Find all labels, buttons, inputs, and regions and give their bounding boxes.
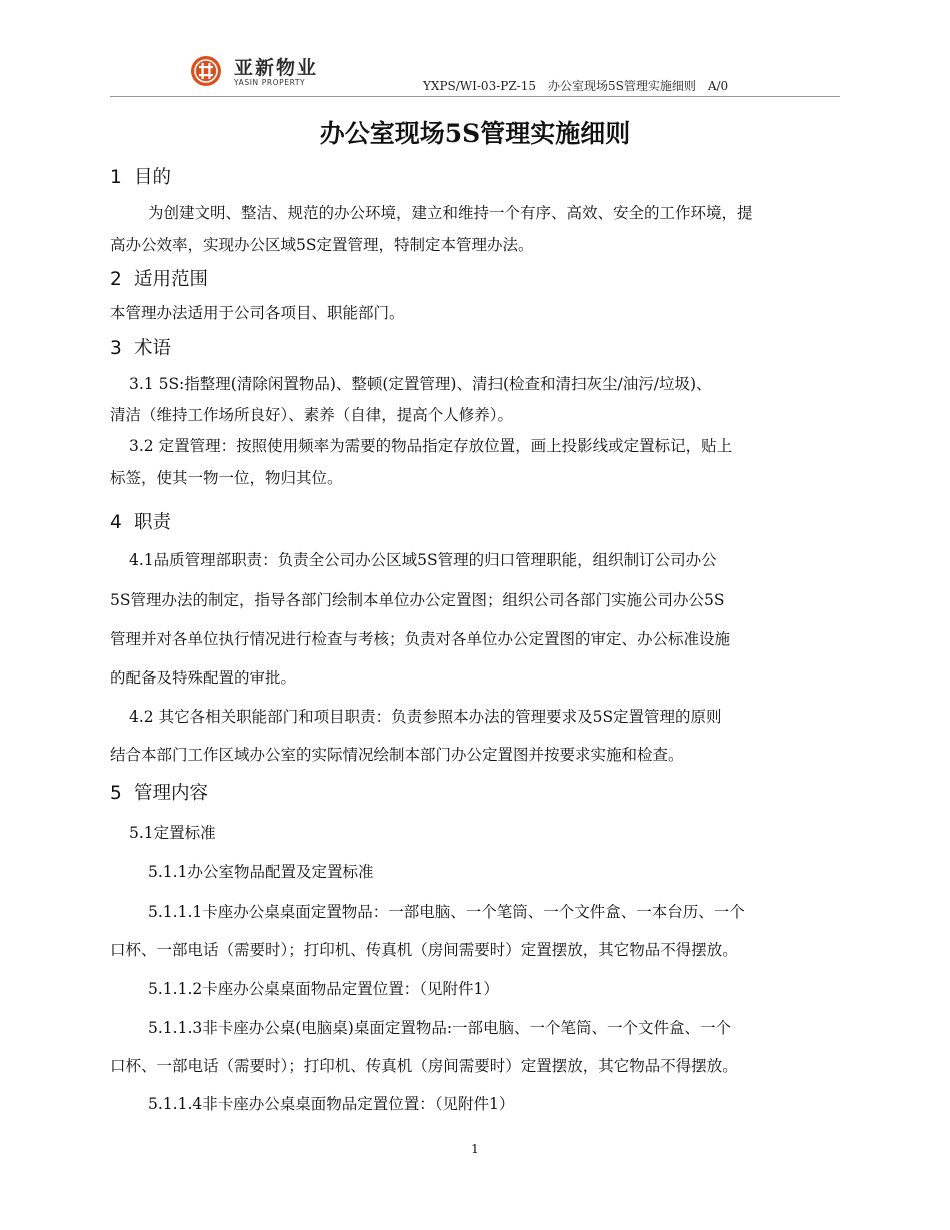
subsection-heading: 5.1.1办公室物品配置及定置标准: [148, 863, 374, 881]
paragraph-line: 口杯、一部电话（需要时）；打印机、传真机（房间需要时）定置摆放，其它物品不得摆放。: [110, 941, 738, 959]
section-heading-management: [110, 779, 208, 805]
section-heading-purpose: [110, 163, 171, 189]
logo-text-en: YASIN PROPERTY: [234, 78, 306, 87]
paragraph-line: 口杯、一部电话（需要时）；打印机、传真机（房间需要时）定置摆放，其它物品不得摆放。: [110, 1057, 738, 1075]
section-number: 2: [110, 269, 122, 290]
paragraph-line: 标签，使其一物一位，物归其位。: [110, 469, 343, 487]
paragraph-line: 5.1.1.2卡座办公桌桌面物品定置位置：（见附件1）: [148, 980, 499, 998]
section-title: 术语: [134, 338, 172, 359]
paragraph-line: 5.1.1.4非卡座办公桌桌面物品定置位置：（见附件1）: [148, 1095, 515, 1113]
logo-text-cn: 亚新物业: [234, 57, 319, 79]
paragraph-line: 管理并对各单位执行情况进行检查与考核；负责对各单位办公定置图的审定、办公标准设施: [110, 630, 731, 648]
paragraph-line: 5S管理办法的制定，指导各部门绘制本单位办公定置图；组织公司各部门实施公司办公5S: [110, 591, 725, 609]
paragraph-line: 5.1.1.3非卡座办公桌(电脑桌)桌面定置物品:一部电脑、一个笔筒、一个文件盒、一个: [148, 1019, 732, 1037]
company-logo-icon: [190, 55, 222, 87]
section-number: 3: [110, 338, 122, 359]
section-title: 管理内容: [134, 783, 209, 804]
subsection-heading: 5.1定置标准: [129, 824, 216, 842]
section-title: 适用范围: [134, 269, 209, 290]
section-number: 5: [110, 783, 122, 804]
section-title: 目的: [134, 167, 172, 188]
paragraph-line: 高办公效率，实现办公区域5S定置管理，特制定本管理办法。: [110, 236, 534, 254]
section-number: 4: [110, 512, 122, 533]
paragraph-line: 4.1品质管理部职责：负责全公司办公区域5S管理的归口管理职能，组织制订公司办公: [129, 551, 717, 569]
paragraph-line: 的配备及特殊配置的审批。: [110, 669, 297, 687]
paragraph-line: 结合本部门工作区域办公室的实际情况绘制本部门办公定置图并按要求实施和检查。: [110, 746, 684, 764]
section-heading-scope: [110, 265, 208, 291]
page-number: 1: [471, 1142, 479, 1156]
section-heading-terms: [110, 334, 171, 360]
document-title: 办公室现场5S管理实施细则: [319, 119, 631, 148]
section-heading-responsibilities: [110, 508, 171, 534]
paragraph-line: 本管理办法适用于公司各项目、职能部门。: [110, 304, 405, 322]
paragraph-line: 4.2 其它各相关职能部门和项目职责：负责参照本办法的管理要求及5S定置管理的原则: [129, 708, 722, 726]
paragraph-line: 为创建文明、整洁、规范的办公环境，建立和维持一个有序、高效、安全的工作环境，提: [148, 204, 753, 222]
header-divider: [110, 96, 840, 97]
paragraph-line: 3.1 5S:指整理(清除闲置物品)、整顿(定置管理)、清扫(检查和清扫灰尘/油污/垃圾)、: [129, 375, 712, 393]
paragraph-line: 清洁（维持工作场所良好）、素养（自律，提高个人修养）。: [110, 406, 514, 424]
paragraph-line: 3.2 定置管理：按照使用频率为需要的物品指定存放位置，画上投影线或定置标记，贴上: [129, 437, 733, 455]
section-number: 1: [110, 167, 122, 188]
document-code: YXPS/WI-03-PZ-15 办公室现场5S管理实施细则 A/0: [423, 79, 729, 93]
section-title: 职责: [134, 512, 172, 533]
paragraph-line: 5.1.1.1卡座办公桌桌面定置物品：一部电脑、一个笔筒、一个文件盒、一本台历、一个: [148, 903, 745, 921]
